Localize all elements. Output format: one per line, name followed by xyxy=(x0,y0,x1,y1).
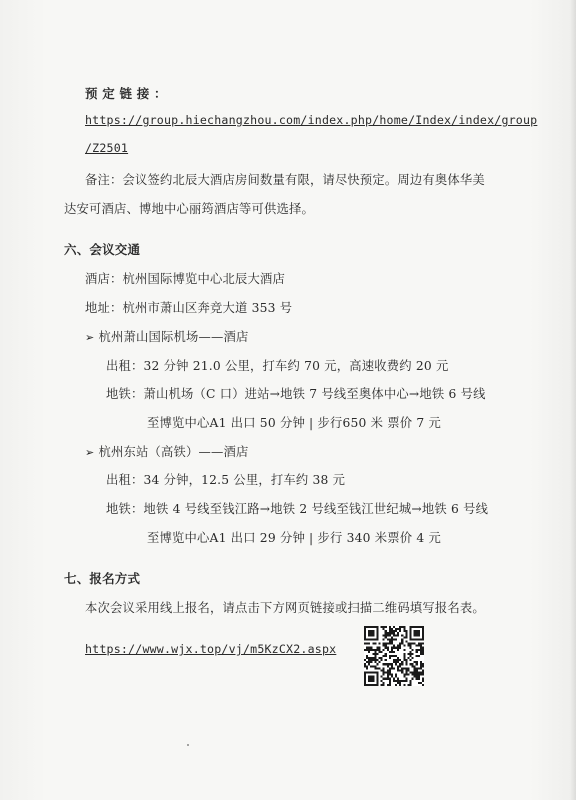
route-station-metro-line1: 地铁：地铁 4 号线至钱江路→地铁 2 号线至钱江世纪城→地铁 6 号线 xyxy=(106,502,489,516)
booking-heading: 预 定 链 接 ： xyxy=(85,86,167,101)
route-airport-taxi: 出租：32 分钟 21.0 公里，打车约 70 元，高速收费约 20 元 xyxy=(106,359,449,373)
registration-url[interactable]: https://www.wjx.top/vj/m5KzCX2.aspx xyxy=(85,642,337,656)
page-edge-shadow xyxy=(570,0,576,800)
hotel-line: 酒店：杭州国际博览中心北辰大酒店 xyxy=(85,272,285,286)
scan-speck xyxy=(187,744,189,746)
route-station-title-row xyxy=(85,442,249,460)
booking-note-line2: 达安可酒店、博地中心丽筠酒店等可供选择。 xyxy=(64,202,314,216)
route-station-title: 杭州东站（高铁）——酒店 xyxy=(98,445,249,459)
route-airport-title: 杭州萧山国际机场——酒店 xyxy=(98,330,249,344)
address-line: 地址：杭州市萧山区奔竞大道 353 号 xyxy=(85,301,293,315)
booking-url-line2[interactable]: /Z2501 xyxy=(85,141,129,155)
registration-heading: 七、报名方式 xyxy=(64,571,141,586)
route-station-taxi: 出租：34 分钟，12.5 公里，打车约 38 元 xyxy=(106,473,346,487)
registration-desc: 本次会议采用线上报名，请点击下方网页链接或扫描二维码填写报名表。 xyxy=(85,601,485,615)
arrowhead-bullet-icon: ➢ xyxy=(85,331,95,344)
transport-heading: 六、会议交通 xyxy=(64,242,141,257)
booking-url-line1[interactable]: https://group.hiechangzhou.com/index.php/home/Index/index/group xyxy=(85,113,538,127)
arrowhead-bullet-icon: ➢ xyxy=(85,446,95,459)
route-airport-metro-line1: 地铁：萧山机场（C 口）进站→地铁 7 号线至奥体中心→地铁 6 号线 xyxy=(106,387,486,401)
route-station-metro-line2: 至博览中心A1 出口 29 分钟 | 步行 340 米票价 4 元 xyxy=(147,531,442,545)
route-airport-title-row xyxy=(85,327,249,345)
route-airport-metro-line2: 至博览中心A1 出口 50 分钟 | 步行650 米 票价 7 元 xyxy=(147,416,442,430)
booking-note-line1: 备注：会议签约北辰大酒店房间数量有限，请尽快预定。周边有奥体华美 xyxy=(85,173,485,187)
qr-code-icon[interactable] xyxy=(364,626,424,686)
